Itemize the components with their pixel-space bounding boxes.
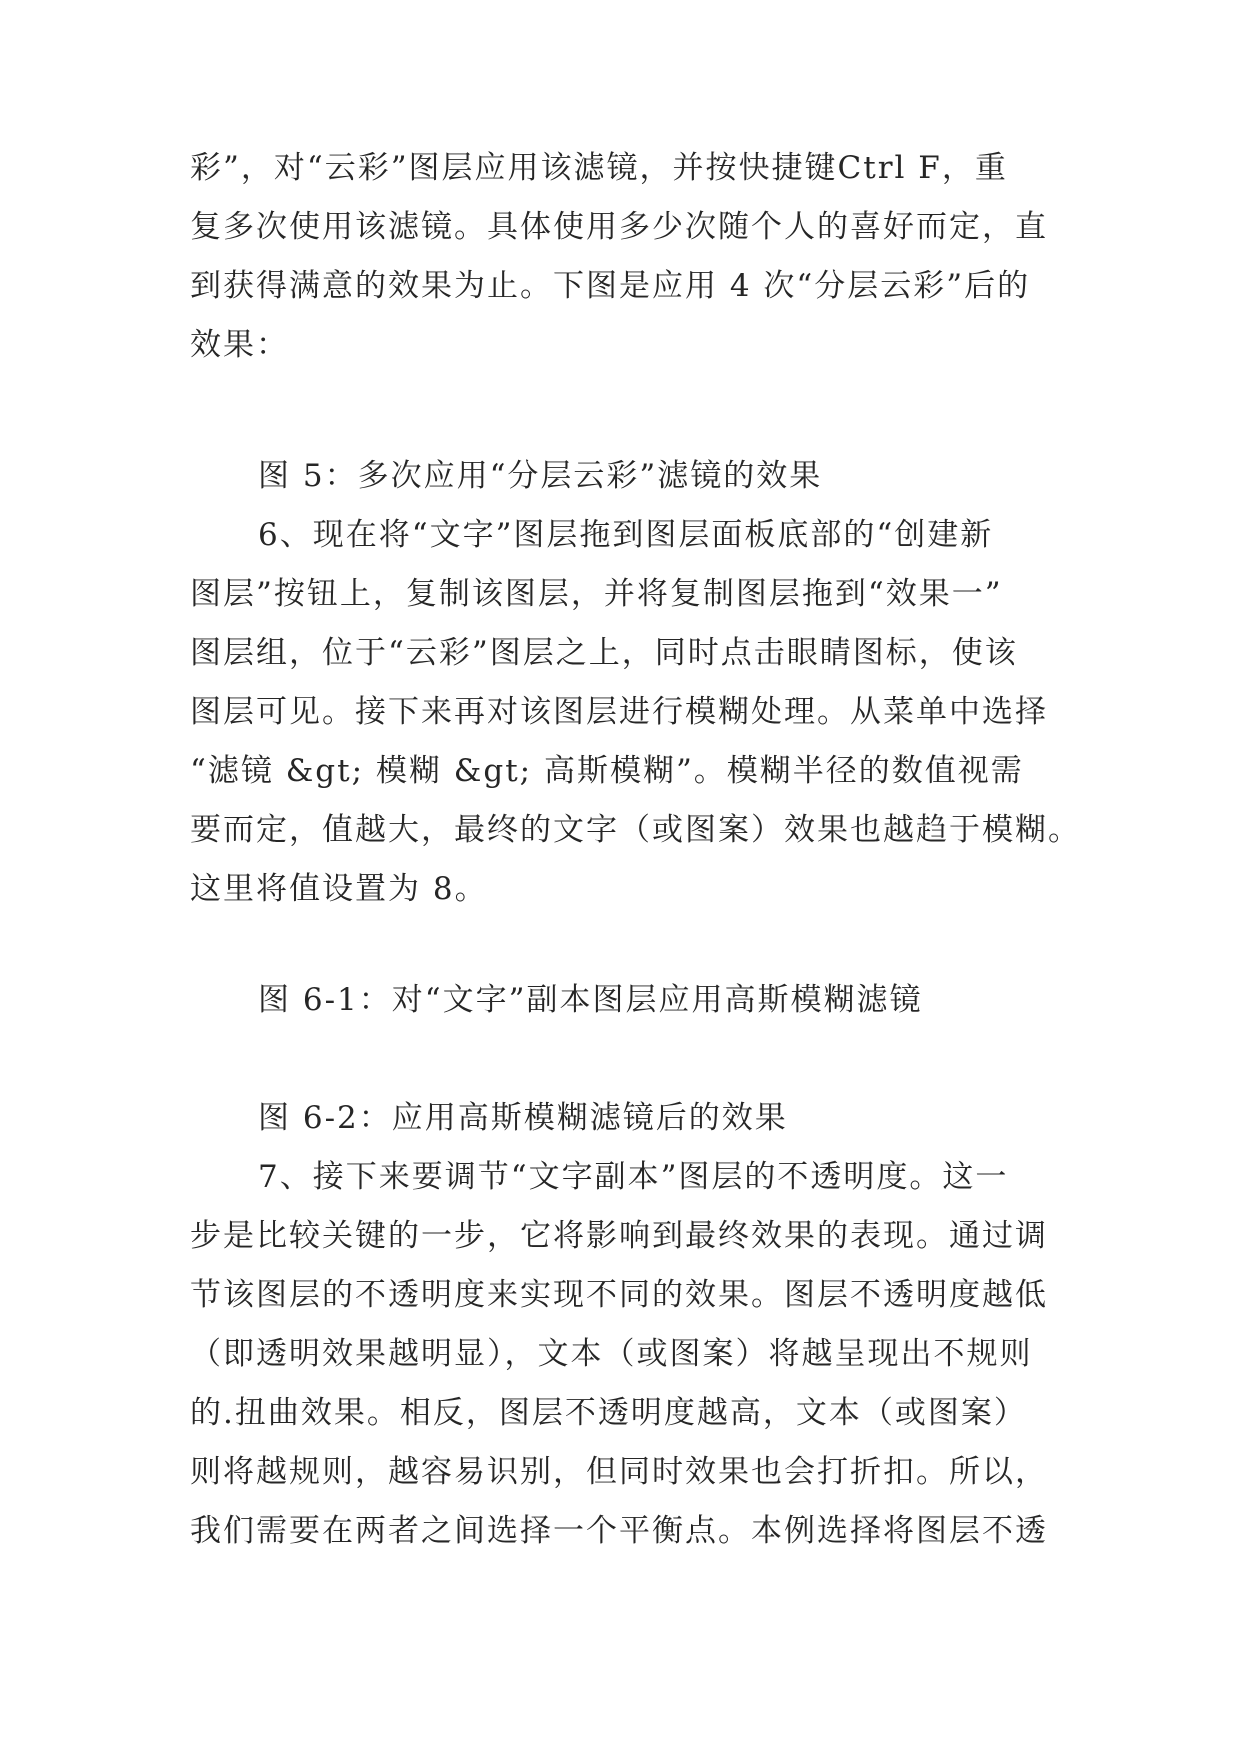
paragraph-line: （即透明效果越明显），文本（或图案）将越呈现出不规则 xyxy=(190,1336,1033,1372)
figure-caption: 图 6-2：应用高斯模糊滤镜后的效果 xyxy=(258,1100,788,1136)
figure-caption: 图 6-1：对“文字”副本图层应用高斯模糊滤镜 xyxy=(258,982,923,1018)
paragraph-line: 图层”按钮上，复制该图层，并将复制图层拖到“效果一” xyxy=(190,576,1003,612)
paragraph-line: 复多次使用该滤镜。具体使用多少次随个人的喜好而定，直 xyxy=(190,209,1048,245)
paragraph-line: 到获得满意的效果为止。下图是应用 4 次“分层云彩”后的 xyxy=(190,268,1031,304)
paragraph-line: 节该图层的不透明度来实现不同的效果。图层不透明度越低 xyxy=(190,1277,1048,1313)
paragraph-line: 则将越规则，越容易识别，但同时效果也会打折扣。所以， xyxy=(190,1454,1048,1490)
paragraph-line: 效果： xyxy=(190,327,289,363)
paragraph-line: 要而定，值越大，最终的文字（或图案）效果也越趋于模糊。 xyxy=(190,812,1081,848)
paragraph-line: 的.扭曲效果。相反，图层不透明度越高，文本（或图案） xyxy=(190,1395,1027,1431)
paragraph-line: 彩”，对“云彩”图层应用该滤镜，并按快捷键Ctrl F，重 xyxy=(190,150,1008,186)
paragraph-line: 图层可见。接下来再对该图层进行模糊处理。从菜单中选择 xyxy=(190,694,1048,730)
paragraph-line: 图层组，位于“云彩”图层之上，同时点击眼睛图标，使该 xyxy=(190,635,1018,671)
paragraph-line: 我们需要在两者之间选择一个平衡点。本例选择将图层不透 xyxy=(190,1513,1048,1549)
paragraph-line: 7、接下来要调节“文字副本”图层的不透明度。这一 xyxy=(258,1159,1009,1195)
paragraph-line: 6、现在将“文字”图层拖到图层面板底部的“创建新 xyxy=(258,517,994,553)
paragraph-line: “滤镜 &gt; 模糊 &gt; 高斯模糊”。模糊半径的数值视需 xyxy=(190,753,1024,789)
paragraph-line: 这里将值设置为 8。 xyxy=(190,871,488,907)
figure-caption: 图 5：多次应用“分层云彩”滤镜的效果 xyxy=(258,458,823,494)
paragraph-line: 步是比较关键的一步，它将影响到最终效果的表现。通过调 xyxy=(190,1218,1048,1254)
